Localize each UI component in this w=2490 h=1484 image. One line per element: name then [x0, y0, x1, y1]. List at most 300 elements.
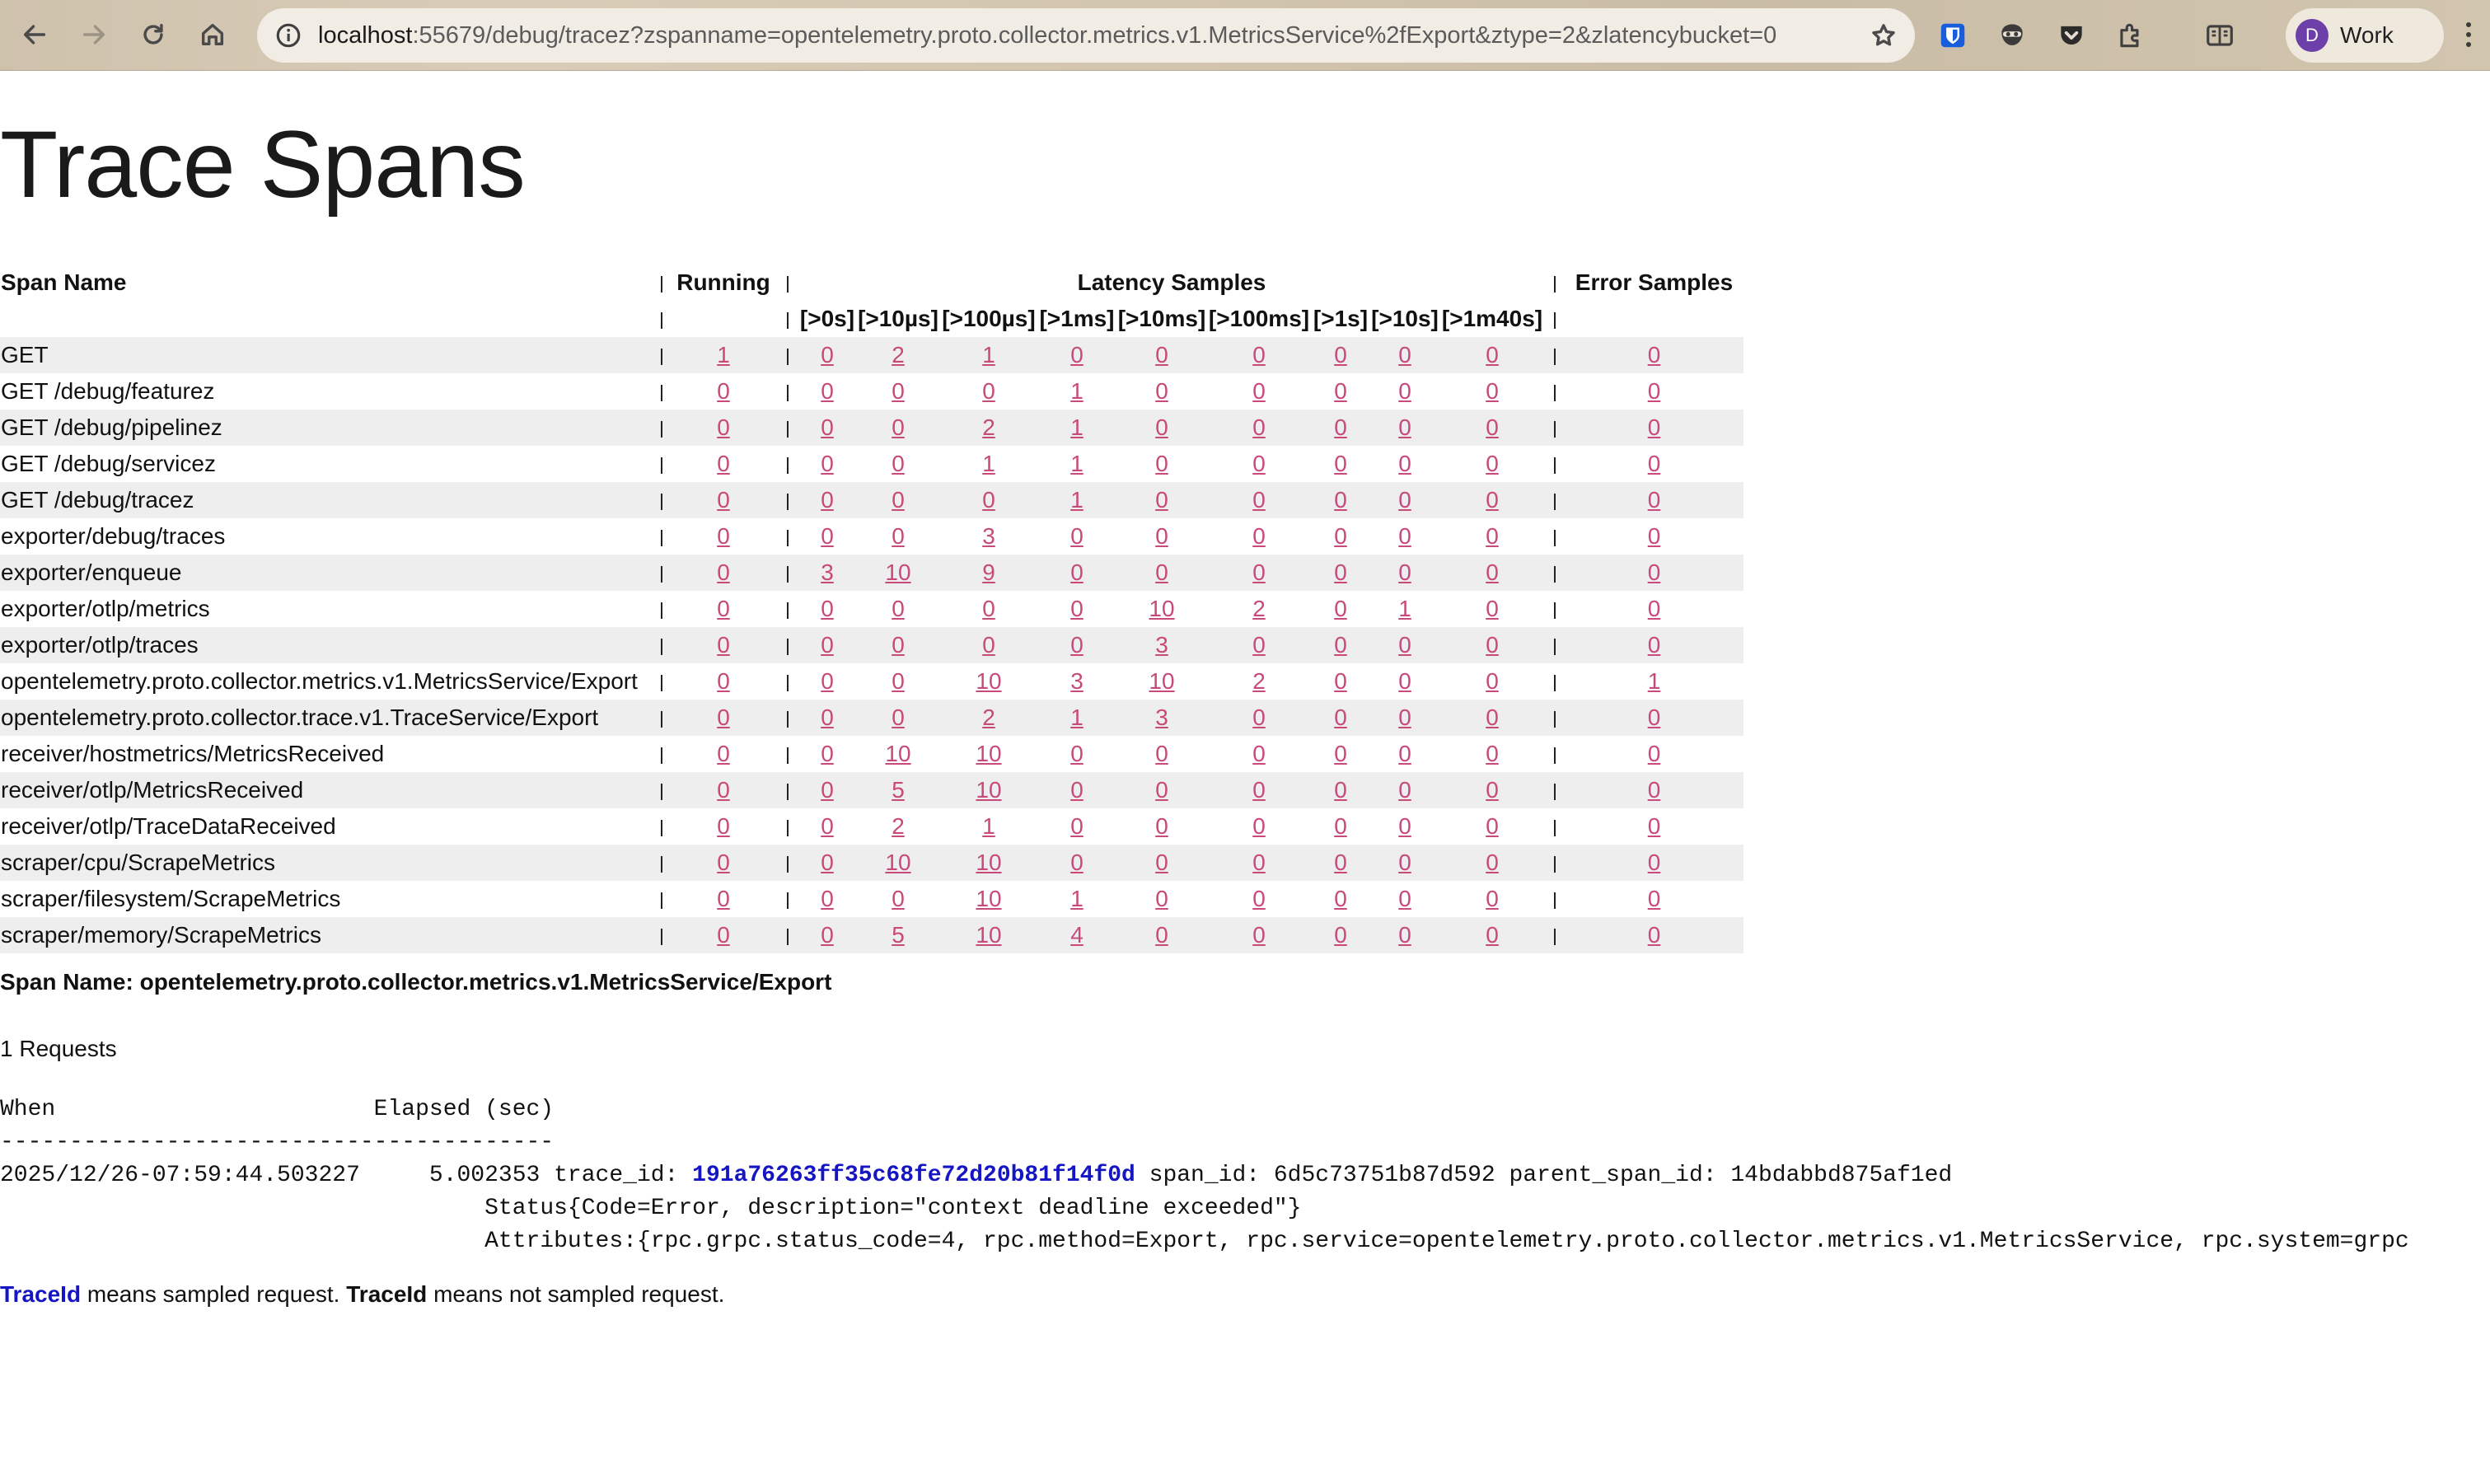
latency-count-link[interactable]: 0	[821, 596, 834, 621]
latency-count-link[interactable]: 1	[982, 813, 995, 839]
bucket-header: [>10ms]	[1117, 306, 1206, 331]
site-info-button[interactable]	[269, 16, 308, 55]
latency-count-cell	[798, 627, 856, 663]
running-count-cell	[670, 736, 777, 772]
latency-count-link[interactable]: 0	[1486, 523, 1499, 549]
latency-count-link[interactable]: 1	[982, 342, 995, 367]
latency-count-link[interactable]: 0	[1070, 632, 1084, 658]
running-count-link[interactable]: 0	[717, 777, 730, 803]
latency-count-link[interactable]: 0	[1334, 850, 1347, 875]
latency-count-link[interactable]: 0	[821, 705, 834, 730]
latency-count-cell	[1037, 373, 1116, 410]
latency-count-link[interactable]: 0	[1070, 850, 1084, 875]
latency-count-cell	[1370, 663, 1439, 700]
column-separator	[777, 518, 798, 555]
latency-count-link[interactable]: 10	[976, 886, 1002, 911]
bucket-header: [>10s]	[1371, 306, 1439, 331]
error-count-link[interactable]: 0	[1647, 596, 1661, 621]
sampled-traceid-label: TraceId	[0, 1281, 82, 1307]
privacy-icon	[1996, 20, 2028, 51]
latency-count-link[interactable]: 0	[1334, 378, 1347, 404]
pocket-extension[interactable]	[2050, 14, 2093, 57]
latency-count-link[interactable]: 0	[1252, 922, 1266, 948]
latency-count-link[interactable]: 0	[1334, 705, 1347, 730]
latency-count-link[interactable]: 10	[976, 668, 1002, 694]
latency-count-link[interactable]: 0	[982, 378, 995, 404]
error-count-link[interactable]: 0	[1647, 378, 1661, 404]
span-row	[0, 446, 1743, 482]
latency-count-link[interactable]: 1	[1398, 596, 1411, 621]
latency-count-link[interactable]: 0	[892, 705, 905, 730]
url-text[interactable]	[318, 8, 1844, 63]
latency-count-link[interactable]: 0	[1070, 813, 1084, 839]
latency-count-link[interactable]: 0	[1070, 741, 1084, 766]
error-count-link[interactable]: 0	[1647, 414, 1661, 440]
latency-count-link[interactable]: 0	[1398, 487, 1411, 513]
running-count-link[interactable]: 0	[717, 886, 730, 911]
error-count-link[interactable]: 0	[1647, 922, 1661, 948]
latency-count-link[interactable]: 0	[821, 813, 834, 839]
span-row	[0, 518, 1743, 555]
latency-count-link[interactable]: 0	[892, 668, 905, 694]
reload-button[interactable]	[130, 12, 176, 58]
latency-count-link[interactable]: 3	[1070, 668, 1084, 694]
latency-count-link[interactable]: 0	[1334, 922, 1347, 948]
latency-count-link[interactable]: 0	[1252, 451, 1266, 476]
latency-count-link[interactable]: 2	[1252, 596, 1266, 621]
latency-count-link[interactable]: 3	[821, 559, 834, 585]
running-count-link[interactable]: 0	[717, 632, 730, 658]
latency-count-link[interactable]: 10	[1149, 596, 1175, 621]
latency-count-link[interactable]: 0	[1252, 559, 1266, 585]
column-separator	[1545, 337, 1565, 373]
latency-count-link[interactable]: 0	[1252, 523, 1266, 549]
latency-count-link[interactable]: 0	[1398, 741, 1411, 766]
span-row	[0, 845, 1743, 881]
latency-count-link[interactable]: 0	[1334, 777, 1347, 803]
latency-count-link[interactable]: 0	[1398, 886, 1411, 911]
latency-count-link[interactable]: 0	[892, 596, 905, 621]
latency-count-link[interactable]: 0	[1334, 813, 1347, 839]
running-count-link[interactable]: 0	[717, 559, 730, 585]
latency-count-link[interactable]: 0	[1252, 813, 1266, 839]
latency-count-link[interactable]: 3	[982, 523, 995, 549]
span-row	[0, 772, 1743, 808]
latency-count-cell	[798, 772, 856, 808]
latency-count-link[interactable]: 1	[1070, 378, 1084, 404]
error-count-link[interactable]: 0	[1647, 705, 1661, 730]
latency-count-cell	[1116, 881, 1207, 917]
latency-count-link[interactable]: 0	[892, 414, 905, 440]
latency-count-link[interactable]: 0	[1252, 414, 1266, 440]
running-count-link[interactable]: 0	[717, 668, 730, 694]
latency-count-link[interactable]: 0	[1334, 668, 1347, 694]
latency-count-cell	[1311, 337, 1370, 373]
running-count-cell	[670, 518, 777, 555]
menu-icon	[2466, 22, 2471, 47]
latency-count-link[interactable]: 0	[1398, 777, 1411, 803]
latency-count-link[interactable]: 0	[982, 632, 995, 658]
latency-count-cell	[1370, 736, 1439, 772]
latency-count-link[interactable]: 2	[982, 414, 995, 440]
latency-count-link[interactable]: 0	[1334, 451, 1347, 476]
latency-count-link[interactable]: 0	[1486, 922, 1499, 948]
latency-count-link[interactable]: 0	[1486, 559, 1499, 585]
running-count-link[interactable]: 0	[717, 813, 730, 839]
latency-count-cell	[1207, 410, 1311, 446]
latency-count-cell	[1207, 627, 1311, 663]
latency-count-link[interactable]: 10	[976, 777, 1002, 803]
latency-count-link[interactable]: 0	[1334, 632, 1347, 658]
error-count-link[interactable]: 0	[1647, 487, 1661, 513]
latency-count-link[interactable]: 0	[1155, 523, 1168, 549]
latency-count-link[interactable]: 0	[1398, 632, 1411, 658]
latency-count-link[interactable]: 0	[982, 596, 995, 621]
column-separator	[1545, 264, 1565, 301]
latency-count-link[interactable]: 0	[1070, 596, 1084, 621]
span-name: exporter/otlp/metrics	[1, 596, 210, 621]
latency-count-link[interactable]: 10	[885, 559, 911, 585]
latency-count-link[interactable]: 0	[1252, 342, 1266, 367]
latency-count-cell	[1207, 772, 1311, 808]
column-separator	[1545, 482, 1565, 518]
latency-count-link[interactable]: 10	[1149, 668, 1175, 694]
latency-count-link[interactable]: 0	[1398, 922, 1411, 948]
running-count-cell	[670, 337, 777, 373]
latency-count-link[interactable]: 0	[1155, 850, 1168, 875]
latency-count-link[interactable]: 0	[892, 451, 905, 476]
latency-count-link[interactable]: 0	[1486, 414, 1499, 440]
latency-count-link[interactable]: 0	[1155, 342, 1168, 367]
latency-count-link[interactable]: 0	[892, 886, 905, 911]
latency-count-cell	[1037, 845, 1116, 881]
back-button[interactable]	[12, 12, 58, 58]
latency-count-cell	[798, 373, 856, 410]
error-count-link[interactable]: 0	[1647, 342, 1661, 367]
url-host: localhost	[318, 22, 413, 49]
latency-count-link[interactable]: 0	[1486, 378, 1499, 404]
latency-count-link[interactable]: 0	[821, 487, 834, 513]
latency-count-link[interactable]: 0	[1486, 850, 1499, 875]
latency-count-link[interactable]: 10	[885, 741, 911, 766]
latency-count-link[interactable]: 0	[1155, 487, 1168, 513]
error-count-link[interactable]: 0	[1647, 777, 1661, 803]
latency-count-link[interactable]: 0	[821, 741, 834, 766]
latency-count-link[interactable]: 0	[821, 922, 834, 948]
column-separator	[653, 772, 670, 808]
latency-count-link[interactable]: 0	[1070, 523, 1084, 549]
forward-button[interactable]	[71, 12, 117, 58]
error-count-link[interactable]: 0	[1647, 850, 1661, 875]
latency-count-cell	[856, 518, 940, 555]
latency-count-link[interactable]: 0	[1334, 596, 1347, 621]
latency-count-link[interactable]: 5	[892, 922, 905, 948]
latency-count-link[interactable]: 0	[1155, 741, 1168, 766]
latency-count-link[interactable]: 0	[821, 850, 834, 875]
latency-count-cell	[1311, 518, 1370, 555]
latency-count-link[interactable]: 0	[1155, 813, 1168, 839]
latency-count-cell	[798, 482, 856, 518]
latency-count-link[interactable]: 10	[885, 850, 911, 875]
bucket-header: [>1m40s]	[1441, 306, 1543, 331]
latency-count-cell	[1370, 627, 1439, 663]
column-separator	[653, 627, 670, 663]
latency-count-link[interactable]: 0	[1486, 886, 1499, 911]
latency-count-link[interactable]: 0	[821, 632, 834, 658]
latency-count-link[interactable]: 0	[1486, 705, 1499, 730]
span-row	[0, 917, 1743, 953]
span-name: exporter/otlp/traces	[0, 627, 653, 663]
running-count-link[interactable]: 0	[717, 705, 730, 730]
latency-count-link[interactable]: 0	[1486, 813, 1499, 839]
running-count-link[interactable]: 0	[717, 451, 730, 476]
error-count-link[interactable]: 0	[1647, 886, 1661, 911]
latency-count-link[interactable]: 0	[1070, 559, 1084, 585]
latency-count-link[interactable]: 10	[976, 741, 1002, 766]
error-count-link[interactable]: 0	[1647, 813, 1661, 839]
latency-count-link[interactable]: 1	[1070, 487, 1084, 513]
running-count-cell	[670, 917, 777, 953]
column-separator	[1545, 555, 1565, 591]
requests-count: 1 Requests	[0, 1036, 117, 1061]
column-separator	[1545, 700, 1565, 736]
running-count-link[interactable]: 0	[717, 414, 730, 440]
error-count-cell	[1565, 373, 1743, 410]
span-name: GET	[0, 337, 653, 373]
legend	[0, 1281, 724, 1308]
column-separator	[1545, 736, 1565, 772]
latency-count-link[interactable]: 0	[1252, 378, 1266, 404]
browser-menu-button[interactable]	[2452, 12, 2485, 58]
latency-count-cell	[1037, 917, 1116, 953]
latency-count-link[interactable]: 1	[982, 451, 995, 476]
running-count-cell	[670, 482, 777, 518]
latency-count-link[interactable]: 0	[1398, 378, 1411, 404]
latency-count-link[interactable]: 3	[1155, 632, 1168, 658]
bitwarden-extension[interactable]	[1931, 14, 1974, 57]
latency-count-link[interactable]: 0	[1486, 596, 1499, 621]
latency-count-cell	[1311, 663, 1370, 700]
latency-count-cell	[940, 337, 1037, 373]
latency-count-link[interactable]: 0	[1334, 741, 1347, 766]
latency-count-link[interactable]: 0	[1486, 632, 1499, 658]
latency-count-link[interactable]: 0	[1486, 777, 1499, 803]
latency-count-link[interactable]: 0	[1252, 777, 1266, 803]
error-count-link[interactable]: 0	[1647, 523, 1661, 549]
latency-count-cell	[1439, 736, 1545, 772]
latency-count-cell	[1311, 627, 1370, 663]
latency-count-link[interactable]: 0	[1070, 777, 1084, 803]
latency-count-cell	[1439, 591, 1545, 627]
latency-count-link[interactable]: 0	[1398, 414, 1411, 440]
latency-count-link[interactable]: 0	[1155, 414, 1168, 440]
error-count-cell	[1565, 337, 1743, 373]
error-count-link[interactable]: 0	[1647, 559, 1661, 585]
column-separator	[653, 917, 670, 953]
span-row	[0, 808, 1743, 845]
latency-count-link[interactable]: 1	[1070, 414, 1084, 440]
address-bar[interactable]	[257, 8, 1915, 63]
latency-count-link[interactable]: 2	[1252, 668, 1266, 694]
latency-count-link[interactable]: 0	[1252, 741, 1266, 766]
latency-count-link[interactable]: 0	[1155, 451, 1168, 476]
latency-count-cell	[798, 518, 856, 555]
latency-count-link[interactable]: 0	[1334, 886, 1347, 911]
latency-count-link[interactable]: 0	[1398, 342, 1411, 367]
home-button[interactable]	[190, 12, 236, 58]
latency-count-link[interactable]: 0	[892, 523, 905, 549]
span-name: exporter/enqueue	[0, 555, 653, 591]
bookmark-button[interactable]	[1864, 16, 1903, 55]
latency-count-link[interactable]: 4	[1070, 922, 1084, 948]
latency-count-link[interactable]: 0	[821, 668, 834, 694]
column-separator	[777, 736, 798, 772]
running-count-cell	[670, 845, 777, 881]
column-separator	[777, 772, 798, 808]
error-count-link[interactable]: 1	[1647, 668, 1661, 694]
spans-table	[0, 264, 1743, 953]
privacy-extension[interactable]	[1991, 14, 2034, 57]
column-separator	[653, 736, 670, 772]
running-count-link[interactable]: 0	[717, 523, 730, 549]
latency-count-link[interactable]: 0	[1252, 850, 1266, 875]
span-name: opentelemetry.proto.collector.trace.v1.TraceService/Export	[0, 700, 653, 736]
latency-count-cell	[1037, 591, 1116, 627]
latency-count-link[interactable]: 2	[982, 705, 995, 730]
span-id-info: span_id: 6d5c73751b87d592 parent_span_id: 14bdabbd875af1ed	[1135, 1163, 1953, 1188]
latency-count-link[interactable]: 0	[1252, 705, 1266, 730]
latency-count-link[interactable]: 0	[821, 523, 834, 549]
latency-count-link[interactable]: 0	[1334, 414, 1347, 440]
latency-count-link[interactable]: 0	[1398, 559, 1411, 585]
latency-count-link[interactable]: 0	[821, 414, 834, 440]
latency-count-link[interactable]: 0	[892, 632, 905, 658]
latency-count-link[interactable]: 0	[1398, 451, 1411, 476]
latency-count-cell	[1116, 555, 1207, 591]
latency-count-link[interactable]: 0	[1486, 342, 1499, 367]
latency-count-link[interactable]: 0	[821, 342, 834, 367]
error-count-cell	[1565, 410, 1743, 446]
running-count-cell	[670, 627, 777, 663]
running-count-cell	[670, 881, 777, 917]
latency-count-cell	[1370, 482, 1439, 518]
running-count-link[interactable]: 0	[717, 741, 730, 766]
error-count-link[interactable]: 0	[1647, 451, 1661, 476]
column-separator	[653, 301, 670, 337]
span-row	[0, 881, 1743, 917]
latency-count-link[interactable]: 0	[821, 777, 834, 803]
reading-list-button[interactable]	[2198, 14, 2241, 57]
latency-count-cell	[1207, 518, 1311, 555]
column-separator	[1545, 410, 1565, 446]
latency-count-link[interactable]: 0	[1334, 559, 1347, 585]
latency-count-link[interactable]: 0	[982, 487, 995, 513]
latency-count-link[interactable]: 0	[821, 451, 834, 476]
latency-count-link[interactable]: 1	[1070, 451, 1084, 476]
latency-count-link[interactable]: 0	[821, 886, 834, 911]
running-count-link[interactable]: 0	[717, 922, 730, 948]
latency-count-link[interactable]: 0	[1155, 378, 1168, 404]
running-count-link[interactable]: 0	[717, 596, 730, 621]
latency-count-link[interactable]: 0	[1398, 523, 1411, 549]
error-count-cell	[1565, 446, 1743, 482]
latency-count-link[interactable]: 2	[892, 813, 905, 839]
error-count-cell	[1565, 772, 1743, 808]
latency-count-link[interactable]: 0	[1155, 886, 1168, 911]
span-name: receiver/hostmetrics/MetricsReceived	[1, 741, 385, 766]
latency-count-link[interactable]: 0	[1486, 487, 1499, 513]
latency-count-link[interactable]: 10	[976, 922, 1002, 948]
latency-count-link[interactable]: 0	[1398, 813, 1411, 839]
latency-count-link[interactable]: 0	[1252, 632, 1266, 658]
column-separator	[653, 881, 670, 917]
running-count-link[interactable]: 0	[717, 487, 730, 513]
extensions-button[interactable]	[2109, 14, 2152, 57]
span-row	[0, 700, 1743, 736]
latency-count-link[interactable]: 0	[1398, 668, 1411, 694]
unsampled-text: means not sampled request.	[427, 1281, 725, 1307]
latency-count-cell	[856, 663, 940, 700]
home-icon	[199, 21, 227, 49]
latency-count-link[interactable]: 0	[1486, 451, 1499, 476]
latency-count-link[interactable]: 3	[1155, 705, 1168, 730]
latency-count-link[interactable]: 0	[821, 378, 834, 404]
latency-count-link[interactable]: 2	[892, 342, 905, 367]
latency-count-link[interactable]: 0	[1252, 886, 1266, 911]
latency-count-link[interactable]: 0	[1334, 342, 1347, 367]
latency-count-cell	[798, 736, 856, 772]
latency-count-link[interactable]: 0	[1398, 705, 1411, 730]
latency-count-link[interactable]: 0	[1070, 342, 1084, 367]
error-count-link[interactable]: 0	[1647, 741, 1661, 766]
span-name: GET /debug/servicez	[1, 451, 216, 476]
column-separator	[777, 446, 798, 482]
column-separator	[777, 555, 798, 591]
latency-count-cell	[1439, 410, 1545, 446]
column-separator	[653, 591, 670, 627]
latency-count-link[interactable]: 9	[982, 559, 995, 585]
latency-count-link[interactable]: 5	[892, 777, 905, 803]
latency-count-cell	[1439, 518, 1545, 555]
latency-count-link[interactable]: 0	[1155, 777, 1168, 803]
latency-samples-header: Latency Samples	[1077, 269, 1266, 295]
latency-count-link[interactable]: 0	[892, 378, 905, 404]
latency-count-link[interactable]: 0	[1486, 741, 1499, 766]
running-count-link[interactable]: 1	[717, 342, 730, 367]
latency-count-link[interactable]: 1	[1070, 886, 1084, 911]
latency-count-link[interactable]: 0	[1155, 559, 1168, 585]
error-count-cell	[1565, 591, 1743, 627]
running-count-link[interactable]: 0	[717, 850, 730, 875]
error-count-link[interactable]: 0	[1647, 632, 1661, 658]
latency-count-link[interactable]: 1	[1070, 705, 1084, 730]
profile-button[interactable]	[2286, 8, 2444, 63]
bucket-header: [>100µs]	[942, 306, 1036, 331]
running-count-link[interactable]: 0	[717, 378, 730, 404]
latency-count-link[interactable]: 0	[1155, 922, 1168, 948]
latency-count-link[interactable]: 0	[1334, 523, 1347, 549]
latency-count-link[interactable]: 10	[976, 850, 1002, 875]
latency-count-cell	[798, 446, 856, 482]
latency-count-link[interactable]: 0	[1252, 487, 1266, 513]
latency-count-link[interactable]: 0	[1334, 487, 1347, 513]
latency-count-link[interactable]: 0	[1486, 668, 1499, 694]
latency-count-link[interactable]: 0	[1398, 850, 1411, 875]
latency-count-cell	[1207, 373, 1311, 410]
latency-count-cell	[856, 482, 940, 518]
bucket-header: [>0s]	[799, 306, 855, 331]
latency-count-link[interactable]: 0	[892, 487, 905, 513]
